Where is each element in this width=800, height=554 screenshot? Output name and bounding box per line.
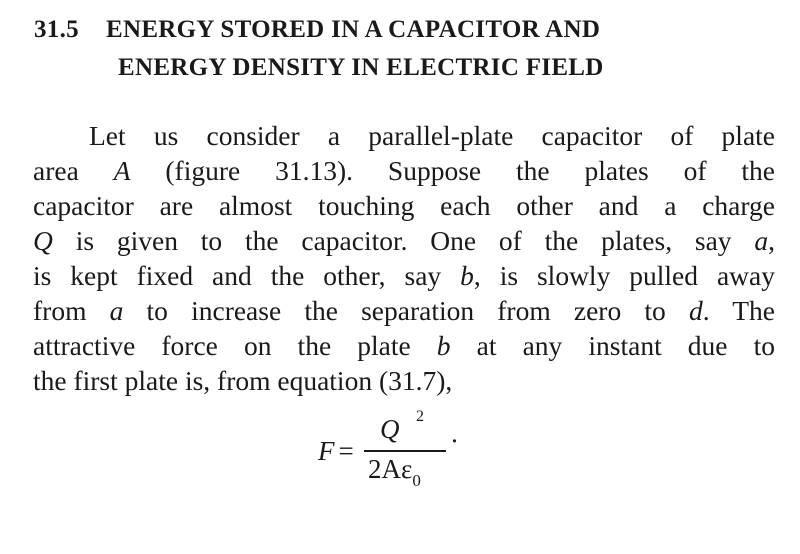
epsilon-subscript: 0	[412, 471, 421, 490]
variable-d: d	[688, 295, 703, 326]
paragraph-line-6	[33, 293, 775, 328]
paragraph-line-7	[33, 328, 775, 363]
text-run: to increase the separation from zero to	[123, 295, 689, 326]
text-run: is kept fixed and the other, say	[33, 260, 461, 291]
paragraph-line-5	[33, 258, 775, 293]
text-run: , is slowly pulled away	[473, 260, 775, 291]
section-number: 31.5	[34, 16, 79, 43]
equation-numerator: Q	[380, 414, 400, 444]
text-run: from	[33, 295, 110, 326]
text-run: the first plate is, from equation (31.7),	[33, 365, 453, 396]
equation-lhs	[318, 436, 354, 467]
paragraph-line-3	[33, 188, 775, 223]
text-run: is given to the capacitor. One of the plates, say	[52, 225, 755, 256]
text-run: at any instant due to	[450, 330, 776, 361]
text-run: ,	[768, 225, 775, 256]
section-title-line-2: ENERGY DENSITY IN ELECTRIC FIELD	[118, 54, 604, 81]
variable-F: F	[318, 436, 335, 466]
section-title-line-1: ENERGY STORED IN A CAPACITOR AND	[106, 16, 601, 43]
text-run: (figure 31.13). Suppose the plates of the	[130, 155, 775, 186]
variable-a: a	[754, 225, 769, 256]
equals-sign: =	[338, 436, 354, 466]
section-heading	[34, 16, 604, 81]
text-run: attractive force on the plate	[33, 330, 437, 361]
paragraph-line-1	[33, 118, 775, 153]
fraction-bar	[364, 450, 446, 452]
denominator-text: 2Aε	[368, 454, 413, 484]
text-run: area	[33, 155, 114, 186]
text-run: capacitor are almost touching each other and a charge	[33, 190, 775, 221]
equation-exponent: 2	[416, 408, 424, 425]
variable-A: A	[113, 155, 131, 186]
variable-a: a	[109, 295, 124, 326]
paragraph-line-2	[33, 153, 775, 188]
body-paragraph	[33, 118, 775, 398]
variable-Q: Q	[33, 225, 53, 256]
equation-denominator	[368, 454, 421, 490]
text-run: . The	[702, 295, 775, 326]
text-run: Let us consider a parallel-plate capacitor of plate	[89, 120, 775, 151]
equation-end-dot: ·	[450, 426, 459, 456]
variable-b: b	[436, 330, 451, 361]
variable-b: b	[460, 260, 474, 291]
paragraph-line-8	[33, 363, 775, 398]
paragraph-line-4	[33, 223, 775, 258]
